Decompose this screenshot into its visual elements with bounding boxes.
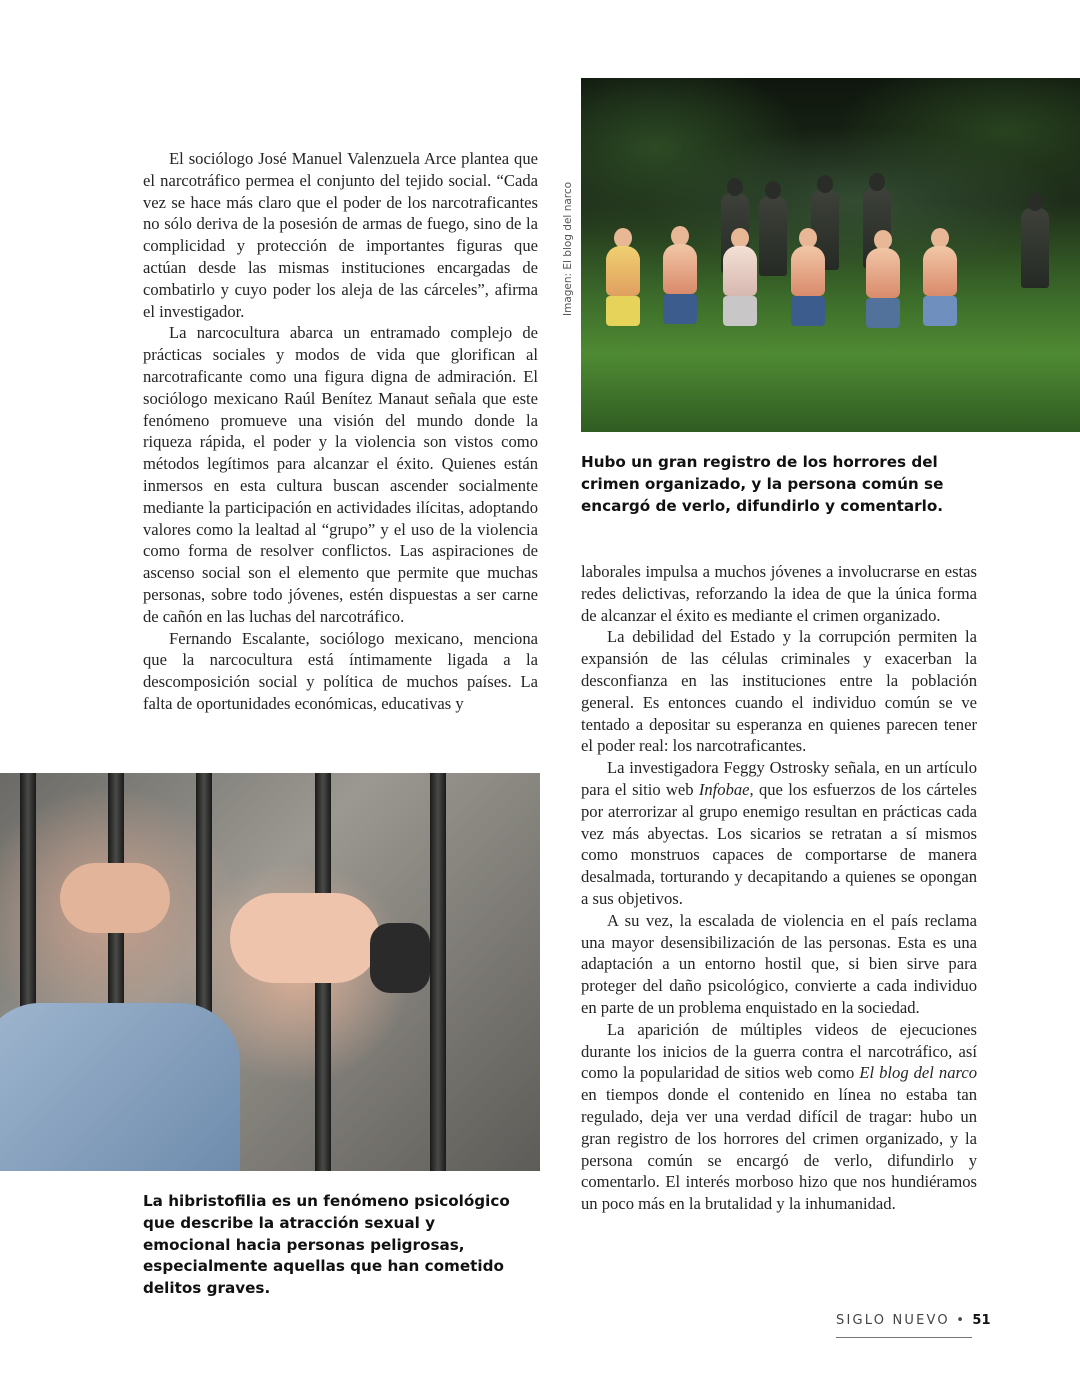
paragraph: A su vez, la escalada de violencia en el país reclama una mayor desensibilización de las personas. Esta es una adaptación a un entorno hostil que, si bien sirve para proteger del daño psicológico, convierte a cada individuo en parte de un problema enquistado en la sociedad. [581,910,977,1017]
text-run: La aparición de múltiples videos de ejecuciones durante los inicios de la guerra contra el narcotráfico, así como la popularidad de sitios web como [581,1019,977,1083]
magazine-name: SIGLO NUEVO [836,1313,950,1328]
page-footer [836,1313,991,1328]
text-run: en tiempos donde el contenido en línea no estaba tan regulado, deja ver una verdad difícil de tragar: hubo un gran registro de los horrores del crimen organizado, y la persona común se encargó de verlo, difundirlo y comentarlo. El interés morboso hizo que nos hundiéramos un poco más en la brutalidad y la inhumanidad. [581,1085,977,1214]
caption-top: Hubo un gran registro de los horrores del crimen organizado, y la persona común se encargó de verlo, difundirlo y comentarlo. [581,453,944,515]
paragraph: Fernando Escalante, sociólogo mexicano, menciona que la narcocultura está íntimamente ligada a la descomposición social y política de muchos países. La falta de oportunidades económicas, educativas y [143,628,538,713]
night-execution-photo [581,78,1080,432]
prison-bars-hands-photo [0,773,540,1171]
separator-dot: • [956,1313,967,1328]
paragraph [581,1019,977,1215]
publication-name: Infobae [698,779,750,799]
right-text-column [581,561,977,1215]
text-run: , que los esfuerzos de los cárteles por aterrorizar al grupo enemigo resultan en prácticas cada vez más abyectas. Los sicarios se retratan a sí mismos como monstruos capaces de comportarse de manera desalmada, torturando y decapitando a quienes se opongan a sus objetivos. [581,779,977,908]
paragraph: La narcocultura abarca un entramado complejo de prácticas sociales y modos de vida que glorifican al narcotraficante como una figura digna de admiración. El sociólogo mexicano Raúl Benítez Manaut señala que este fenómeno promueve una visión del mundo donde la riqueza rápida, el poder y la violencia son vistos como métodos legítimos para alcanzar el éxito. Quienes están inmersos en esta cultura buscan ascender socialmente mediante la participación en actividades ilícitas, adoptando valores como la lealtad al “grupo” y el uso de la violencia como forma de resolver conflictos. Las aspiraciones de ascenso social son el elemento que permite que muchas personas, sobre todo jóvenes, estén dispuestas a ser carne de cañón en las luchas del narcotráfico. [143,323,538,626]
paragraph [581,757,977,910]
photo-credit: Imagen: El blog del narco [562,181,574,316]
left-text-column [143,148,538,715]
paragraph: La debilidad del Estado y la corrupción permiten la expansión de las células criminales y exacerban la desconfianza en las instituciones entre la población general. Es entonces cuando el individuo común se ve tentado a depositar su esperanza en quienes parecen tener el poder real: los narcotraficantes. [581,627,977,756]
text-run: La investigadora Feggy Ostrosky señala, en un artículo para el sitio web [581,758,977,799]
caption-bottom: La hibristofilia es un fenómeno psicológico que describe la atracción sexual y emocional hacia personas peligrosas, especialmente aquellas que han cometido delitos graves. [143,1192,510,1298]
paragraph: laborales impulsa a muchos jóvenes a involucrarse en estas redes delictivas, reforzando la idea de que la única forma de alcanzar el éxito es mediante el crimen organizado. [581,562,977,625]
paragraph: El sociólogo José Manuel Valenzuela Arce plantea que el narcotráfico permea el conjunto del tejido social. “Cada vez se hace más claro que el poder de los narcotraficantes no sólo deriva de la posesión de armas de fuego, sino de la complicidad y protección de importantes figuras que actúan desde las mismas instituciones encargadas de combatirlo y cuyo poder los aleja de las cárceles”, afirma el investigador. [143,149,538,321]
page-number: 51 [972,1313,991,1328]
website-name: El blog del narco [859,1063,977,1083]
footer-rule [836,1337,972,1338]
